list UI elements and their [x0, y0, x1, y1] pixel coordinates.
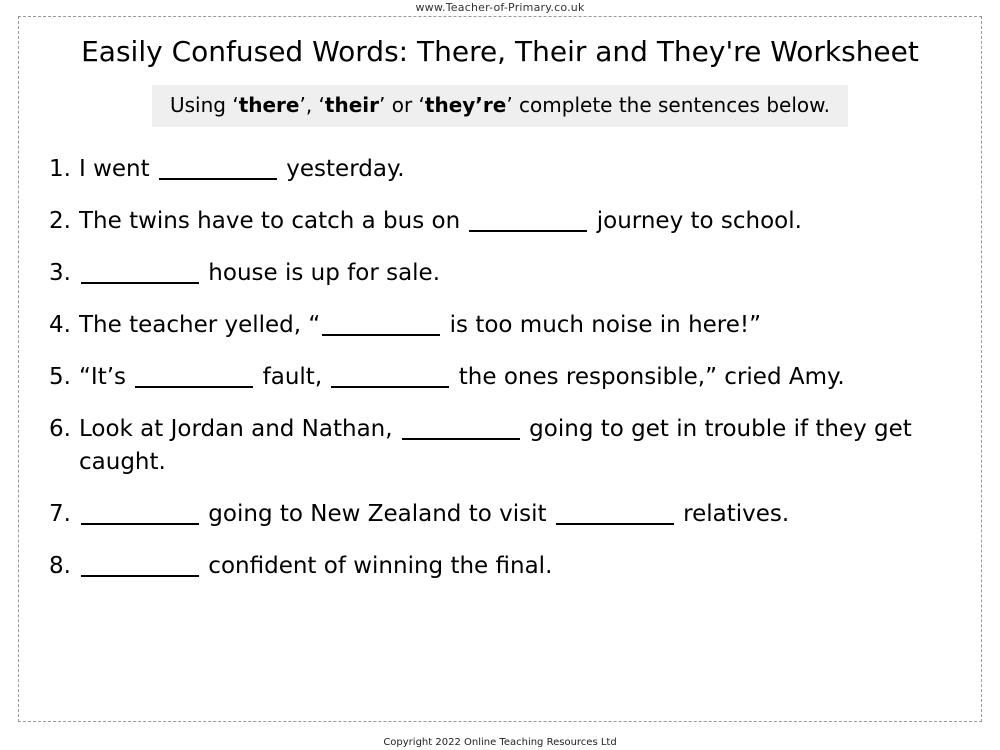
question-text-segment: going to get in trouble if they get caught. — [79, 416, 912, 475]
answer-blank[interactable] — [331, 386, 449, 388]
question-text-segment: Look at Jordan and Nathan, — [79, 416, 400, 442]
question-text — [79, 498, 789, 531]
question-text — [79, 153, 405, 186]
question-number: 3. — [49, 260, 71, 286]
question-text — [79, 205, 802, 238]
questions-list — [19, 153, 981, 583]
question-text — [79, 361, 845, 394]
question-text-segment: the ones responsible,” cried Amy. — [451, 364, 845, 390]
answer-blank[interactable] — [469, 230, 587, 232]
instruction-prefix: Using ‘ — [169, 93, 239, 117]
instruction-word-there: there — [238, 93, 300, 117]
instruction-sep-2: ’ or ‘ — [379, 93, 425, 117]
question-text — [79, 309, 761, 342]
question-text — [79, 413, 944, 479]
question-number: 6. — [49, 416, 71, 442]
question-number: 1. — [49, 156, 71, 182]
instruction-banner — [152, 85, 848, 127]
instruction-word-their: their — [324, 93, 380, 117]
question-number: 5. — [49, 364, 71, 390]
question-row — [19, 413, 981, 479]
copyright-footer: Copyright 2022 Online Teaching Resources Ltd — [383, 737, 617, 748]
question-text-segment: “It’s — [79, 364, 134, 390]
question-number: 2. — [49, 208, 71, 234]
question-text-segment: going to New Zealand to visit — [201, 501, 554, 527]
question-text — [79, 257, 440, 290]
answer-blank[interactable] — [81, 575, 199, 577]
question-number: 4. — [49, 312, 71, 338]
question-text-segment: journey to school. — [589, 208, 802, 234]
question-row — [19, 361, 981, 394]
worksheet-sheet — [18, 16, 982, 722]
question-row — [19, 205, 981, 238]
question-text-segment: I went — [79, 156, 157, 182]
question-text — [79, 550, 552, 583]
question-row — [19, 309, 981, 342]
answer-blank[interactable] — [81, 282, 199, 284]
question-row — [19, 153, 981, 186]
question-row — [19, 550, 981, 583]
question-text-segment: confident of winning the final. — [201, 553, 553, 579]
site-url: www.Teacher-of-Primary.co.uk — [415, 1, 585, 14]
answer-blank[interactable] — [81, 523, 199, 525]
question-number: 8. — [49, 553, 71, 579]
question-text-segment: The twins have to catch a bus on — [79, 208, 468, 234]
instruction-container — [19, 85, 981, 127]
answer-blank[interactable] — [556, 523, 674, 525]
question-text-segment: fault, — [255, 364, 330, 390]
question-text-segment: is too much noise in here!” — [442, 312, 762, 338]
instruction-word-theyre: they’re — [424, 93, 507, 117]
answer-blank[interactable] — [322, 334, 440, 336]
question-text-segment: relatives. — [675, 501, 790, 527]
answer-blank[interactable] — [159, 178, 277, 180]
instruction-sep-1: ’, ‘ — [299, 93, 325, 117]
instruction-suffix: ’ complete the sentences below. — [506, 93, 830, 117]
question-number: 7. — [49, 501, 71, 527]
question-text-segment: house is up for sale. — [201, 260, 441, 286]
page-title: Easily Confused Words: There, Their and They're Worksheet — [81, 35, 919, 68]
answer-blank[interactable] — [402, 438, 520, 440]
question-text-segment: yesterday. — [278, 156, 405, 182]
question-text-segment: The teacher yelled, “ — [79, 312, 321, 338]
answer-blank[interactable] — [135, 386, 253, 388]
question-row — [19, 257, 981, 290]
question-row — [19, 498, 981, 531]
